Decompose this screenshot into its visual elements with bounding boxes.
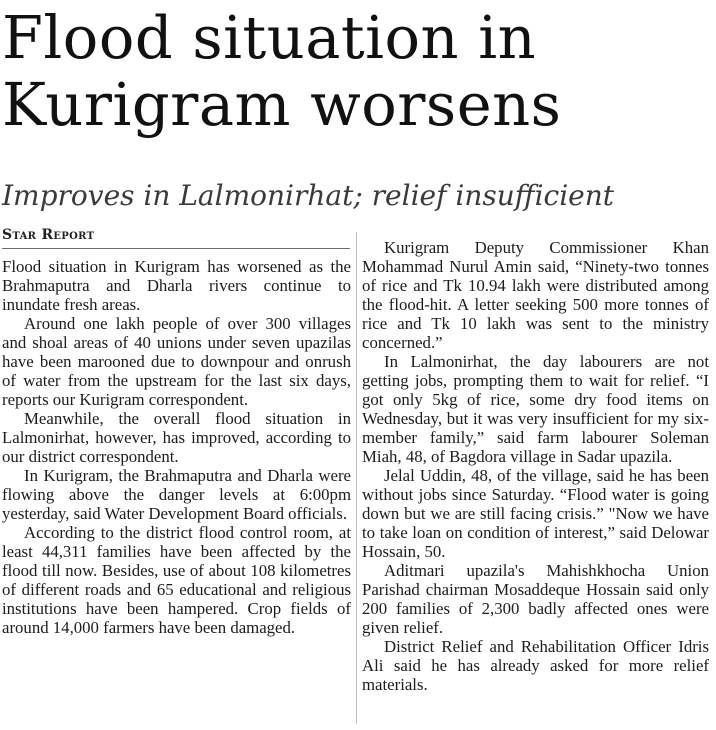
paragraph: Flood situation in Kurigram has worsened as the Brahmaputra and Dharla rivers continue to inundate fresh areas. — [2, 257, 351, 314]
left-column — [2, 257, 351, 637]
paragraph: Kurigram Deputy Commissioner Khan Mohammad Nurul Amin said, “Ninety-two tonnes of rice and Tk 10.94 lakh were distributed among the flood-hit. A letter seeking 500 more tonnes of rice and Tk 10 lakh was sent to the ministry concerned.” — [362, 238, 709, 352]
column-divider — [356, 232, 357, 724]
subheadline: Improves in Lalmonirhat; relief insufficient — [2, 179, 615, 212]
paragraph: According to the district flood control room, at least 44,311 families have been affected by the flood till now. Besides, use of about 108 kilometres of different roads and 65 educational and religious institutions have been hampered. Crop fields of around 14,000 farmers have been damaged. — [2, 523, 351, 637]
paragraph: Meanwhile, the overall flood situation in Lalmonirhat, however, has improved, according to our district correspondent. — [2, 409, 351, 466]
paragraph: Around one lakh people of over 300 villages and shoal areas of 40 unions under seven upazilas have been marooned due to downpour and onrush of water from the upstream for the last six days, reports our Kurigram correspondent. — [2, 314, 351, 409]
paragraph: In Kurigram, the Brahmaputra and Dharla were flowing above the danger levels at 6:00pm yesterday, said Water Development Board officials. — [2, 466, 351, 523]
byline-divider — [2, 248, 350, 249]
paragraph: Jelal Uddin, 48, of the village, said he has been without jobs since Saturday. “Flood water is going down but we are still facing crisis.” "Now we have to take loan on condition of interest,” said Delowar Hossain, 50. — [362, 466, 709, 561]
paragraph: In Lalmonirhat, the day labourers are not getting jobs, prompting them to wait for relief. “I got only 5kg of rice, some dry food items on Wednesday, but it was very insufficient for my six-member family,” said farm labourer Soleman Miah, 48, of Bagdora village in Sadar upazila. — [362, 352, 709, 466]
right-column — [362, 238, 709, 694]
paragraph: Aditmari upazila's Mahishkhocha Union Parishad chairman Mosaddeque Hossain said only 200 families of 2,300 badly affected ones were given relief. — [362, 561, 709, 637]
headline: Flood situation in Kurigram worsens — [2, 3, 562, 139]
paragraph: District Relief and Rehabilitation Officer Idris Ali said he has already asked for more relief materials. — [362, 637, 709, 694]
byline: Star Report — [2, 227, 95, 243]
